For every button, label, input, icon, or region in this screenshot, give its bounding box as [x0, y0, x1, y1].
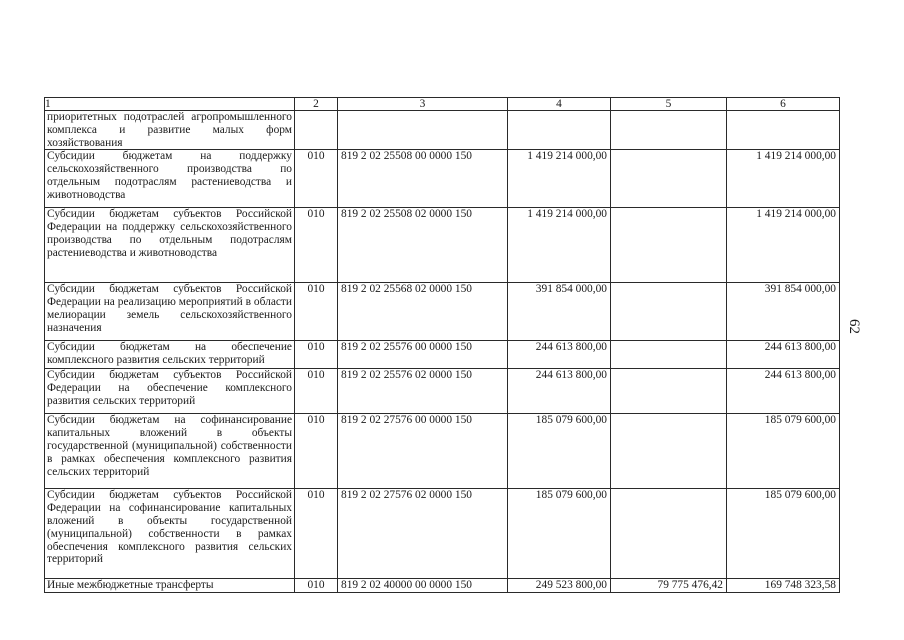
- row-name: Субсидии бюджетам субъектов Российской Федерации на обеспечение комплексного развития сельских территорий: [45, 369, 295, 414]
- table-row: [45, 579, 840, 593]
- row-code: 010: [295, 489, 338, 579]
- row-name: Субсидии бюджетам субъектов Российской Федерации на реализацию мероприятий в области мелиорации земель сельскохозяйственного назначения: [45, 283, 295, 341]
- row-col5: 79 775 476,42: [611, 579, 727, 593]
- row-kbk: [338, 111, 508, 150]
- row-total: 1 419 214 000,00: [508, 208, 611, 283]
- row-code: 010: [295, 341, 338, 369]
- column-header-1: 1: [45, 98, 295, 111]
- row-col5: [611, 414, 727, 489]
- row-col6: 185 079 600,00: [727, 414, 840, 489]
- column-header-5: 5: [611, 98, 727, 111]
- row-total: 185 079 600,00: [508, 489, 611, 579]
- table-row: [45, 283, 840, 341]
- row-col5: [611, 150, 727, 208]
- row-total: 1 419 214 000,00: [508, 150, 611, 208]
- row-code: 010: [295, 208, 338, 283]
- column-header-4: 4: [508, 98, 611, 111]
- row-total: 185 079 600,00: [508, 414, 611, 489]
- table-row: [45, 341, 840, 369]
- table-row: [45, 414, 840, 489]
- column-header-2: 2: [295, 98, 338, 111]
- row-code: 010: [295, 579, 338, 593]
- row-name: Субсидии бюджетам на обеспечение комплексного развития сельских территорий: [45, 341, 295, 369]
- row-col5: [611, 283, 727, 341]
- row-kbk: 819 2 02 25576 00 0000 150: [338, 341, 508, 369]
- row-col6: 1 419 214 000,00: [727, 208, 840, 283]
- row-col5: [611, 369, 727, 414]
- row-col6: [727, 111, 840, 150]
- row-col6: 244 613 800,00: [727, 369, 840, 414]
- row-kbk: 819 2 02 25568 02 0000 150: [338, 283, 508, 341]
- row-code: 010: [295, 150, 338, 208]
- table-row: [45, 489, 840, 579]
- row-kbk: 819 2 02 40000 00 0000 150: [338, 579, 508, 593]
- row-name: Иные межбюджетные трансферты: [45, 579, 295, 593]
- row-col5: [611, 208, 727, 283]
- row-total: 244 613 800,00: [508, 341, 611, 369]
- row-col6: 169 748 323,58: [727, 579, 840, 593]
- row-kbk: 819 2 02 25508 02 0000 150: [338, 208, 508, 283]
- row-col5: [611, 111, 727, 150]
- row-col6: 391 854 000,00: [727, 283, 840, 341]
- row-col6: 244 613 800,00: [727, 341, 840, 369]
- row-total: 244 613 800,00: [508, 369, 611, 414]
- row-kbk: 819 2 02 27576 00 0000 150: [338, 414, 508, 489]
- row-col5: [611, 341, 727, 369]
- row-kbk: 819 2 02 25508 00 0000 150: [338, 150, 508, 208]
- table-header-row: [45, 98, 840, 111]
- row-kbk: 819 2 02 27576 02 0000 150: [338, 489, 508, 579]
- row-kbk: 819 2 02 25576 02 0000 150: [338, 369, 508, 414]
- page-number: 62: [846, 319, 862, 334]
- row-name: Субсидии бюджетам на поддержку сельскохозяйственного производства по отдельным подотраслям растениеводства и животноводства: [45, 150, 295, 208]
- row-col6: 185 079 600,00: [727, 489, 840, 579]
- table-row: [45, 111, 840, 150]
- row-col5: [611, 489, 727, 579]
- budget-table: [44, 97, 840, 593]
- table-row: [45, 369, 840, 414]
- row-code: 010: [295, 414, 338, 489]
- table-row: [45, 150, 840, 208]
- row-code: 010: [295, 369, 338, 414]
- row-name: Субсидии бюджетам субъектов Российской Федерации на поддержку сельскохозяйственного производства по отдельным подотраслям растениеводства и животноводства: [45, 208, 295, 283]
- row-code: [295, 111, 338, 150]
- row-code: 010: [295, 283, 338, 341]
- row-name: Субсидии бюджетам на софинансирование капитальных вложений в объекты государственной (муниципальной) собственности в рамках обеспечения комплексного развития сельских территорий: [45, 414, 295, 489]
- row-total: 391 854 000,00: [508, 283, 611, 341]
- row-col6: 1 419 214 000,00: [727, 150, 840, 208]
- row-total: [508, 111, 611, 150]
- row-total: 249 523 800,00: [508, 579, 611, 593]
- column-header-6: 6: [727, 98, 840, 111]
- table-row: [45, 208, 840, 283]
- row-name: Субсидии бюджетам субъектов Российской Федерации на софинансирование капитальных вложений в объекты государственной (муниципальной) собственности в рамках обеспечения комплексного развития сельских территорий: [45, 489, 295, 579]
- row-name: приоритетных подотраслей агропромышленного комплекса и развитие малых форм хозяйствования: [45, 111, 295, 150]
- column-header-3: 3: [338, 98, 508, 111]
